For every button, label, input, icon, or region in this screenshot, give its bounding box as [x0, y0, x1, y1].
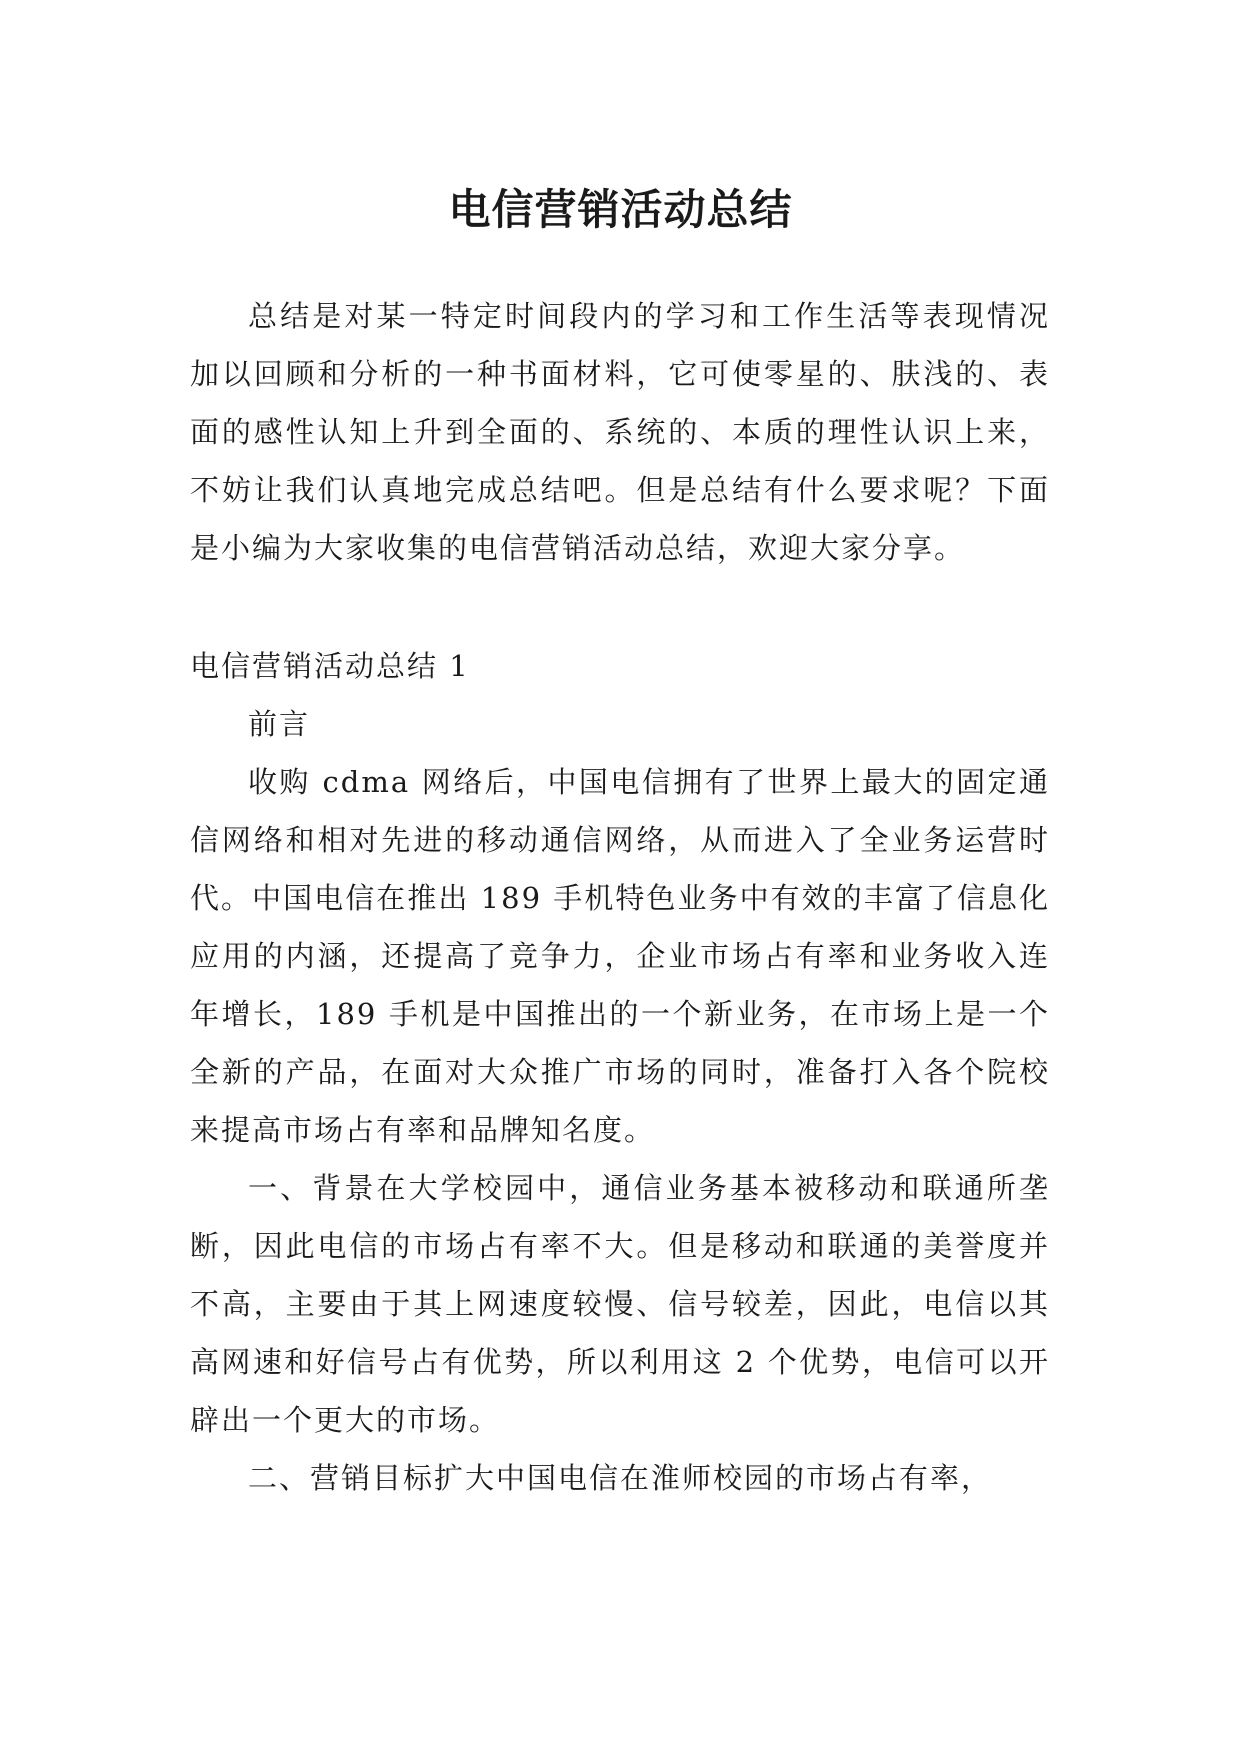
body-paragraph-2: 一、背景在大学校园中，通信业务基本被移动和联通所垄断，因此电信的市场占有率不大。但是移动和联通的美誉度并不高，主要由于其上网速度较慢、信号较差，因此，电信以其高网速和好信号占有优势，所以利用这 2 个优势，电信可以开辟出一个更大的市场。 [190, 1171, 1050, 1437]
body-paragraph-3: 二、营销目标扩大中国电信在淮师校园的市场占有率， [248, 1461, 993, 1495]
spacer [190, 577, 1050, 637]
section-heading: 电信营销活动总结 1 [190, 649, 470, 683]
intro-paragraph: 总结是对某一特定时间段内的学习和工作生活等表现情况加以回顾和分析的一种书面材料，它可使零星的、肤浅的、表面的感性认知上升到全面的、系统的、本质的理性认识上来，不妨让我们认真地完成总结吧。但是总结有什么要求呢？下面是小编为大家收集的电信营销活动总结，欢迎大家分享。 [190, 299, 1050, 565]
body-paragraph-1: 收购 cdma 网络后，中国电信拥有了世界上最大的固定通信网络和相对先进的移动通信网络，从而进入了全业务运营时代。中国电信在推出 189 手机特色业务中有效的丰富了信息化应用的内涵，还提高了竞争力，企业市场占有率和业务收入连年增长，189 手机是中国推出的一个新业务，在市场上是一个全新的产品，在面对大众推广市场的同时，准备打入各个院校来提高市场占有率和品牌知名度。 [190, 765, 1050, 1147]
document-body [190, 287, 1050, 1507]
document-title: 电信营销活动总结 [448, 185, 793, 235]
preface-label: 前言 [248, 707, 311, 741]
